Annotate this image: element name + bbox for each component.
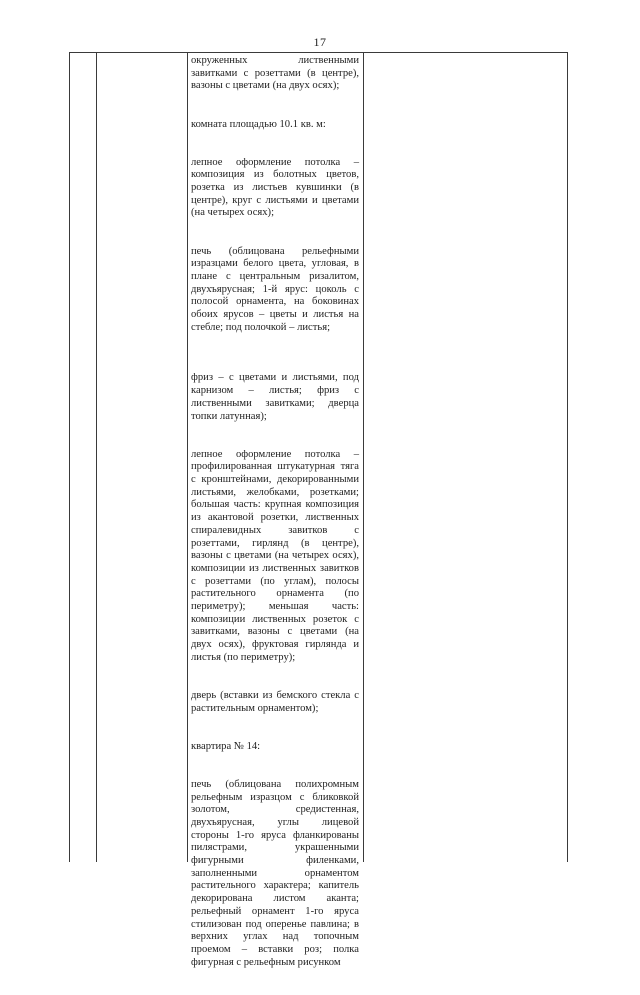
paragraph-1: окруженных лиственными завитками с розеттами (в центре), вазоны с цветами (на двух осях); <box>191 55 359 92</box>
table-top-border <box>69 52 568 53</box>
column-border-3 <box>363 52 364 862</box>
object-table <box>69 52 568 968</box>
paragraph-3: лепное оформление потолка – композиция из болотных цветов, розетка из листьев кувшинки (в центре), круг с листьями и цветами (на четырех осях); <box>191 156 359 219</box>
column-border-1 <box>96 52 97 862</box>
paragraph-6: лепное оформление потолка – профилированная штукатурная тяга с кронштейнами, декорированными листьями, желобками, розетками; большая часть: крупная композиция из акантовой розетки, лиственных спиралевидных завитков с розеттами, гирлянд (в центре), вазоны с цветами (на четырех осях), композиции из лиственных завитков с розеттами (по углам), полосы растительного орнамента (по периметру); меньшая часть: композиции лиственных розеток с завитками, вазоны с цветами (на двух осях), фруктовая гирлянда и листья (по периметру); <box>191 448 359 663</box>
paragraph-9: печь (облицована полихромным рельефным изразцом с бликовкой золотом, средистенная, двухъярусная, углы лицевой стороны 1-го яруса фланкированы пилястрами, украшенными фигурными филенками, заполненными орнаментом растительного характера; капитель декорирована листом аканта; рельефный орнамент 1-го яруса стилизован под оперенье павлина; в верхних углах над топочным проемом – вставки роз; полка фигурная с рельефным рисунком <box>191 778 359 968</box>
column-border-left <box>69 52 70 862</box>
paragraph-8: квартира № 14: <box>191 740 261 752</box>
description-cell <box>191 55 359 995</box>
paragraph-2: комната площадью 10.1 кв. м: <box>191 118 326 130</box>
page-number: 17 <box>313 35 327 49</box>
paragraph-5: фриз – с цветами и листьями, под карнизом – листья; фриз с лиственными завитками; дверца топки латунная); <box>191 372 359 422</box>
column-border-2 <box>187 52 188 862</box>
paragraph-4: печь (облицована рельефными изразцами белого цвета, угловая, в плане с центральным ризалитом, двухъярусная; 1-й ярус: цоколь с полосой орнамента, на боковинах обоих ярусов – цветы и листья на стебле; под полочкой – листья; <box>191 245 359 333</box>
paragraph-7: дверь (вставки из бемского стекла с растительным орнаментом); <box>191 689 359 714</box>
column-border-right <box>567 52 568 862</box>
